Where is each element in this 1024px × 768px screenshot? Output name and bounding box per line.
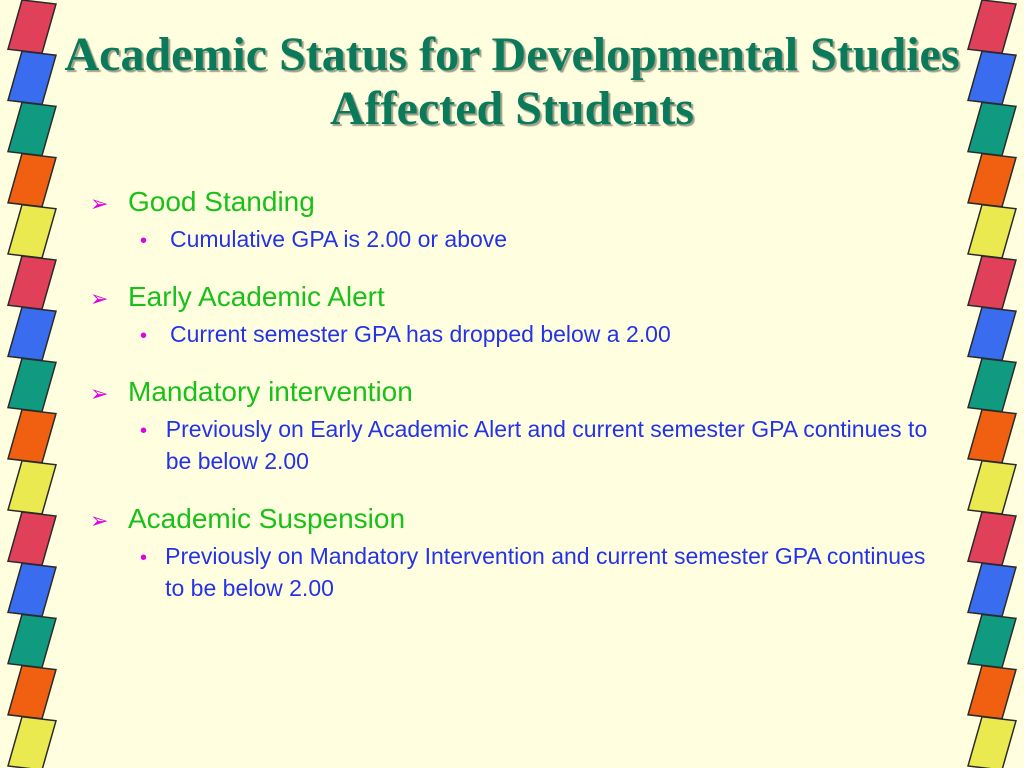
border-segment	[8, 102, 56, 155]
status-early-academic-alert	[88, 278, 948, 350]
border-segment	[8, 358, 56, 411]
status-heading: Academic Suspension	[128, 503, 406, 534]
status-detail: Previously on Mandatory Intervention and current semester GPA continues to be below 2.00	[165, 543, 926, 601]
border-segment	[968, 154, 1016, 207]
border-segment	[968, 614, 1016, 667]
border-segment	[968, 358, 1016, 411]
status-heading: Early Academic Alert	[128, 281, 385, 312]
border-segment	[968, 563, 1016, 616]
bullet-list	[88, 183, 948, 627]
border-segment	[8, 51, 56, 104]
border-segment	[8, 154, 56, 207]
border-segment	[8, 256, 56, 309]
status-good-standing	[88, 183, 948, 255]
border-segment	[8, 512, 56, 565]
border-segment	[8, 410, 56, 463]
status-detail: Cumulative GPA is 2.00 or above	[170, 226, 508, 252]
dot-bullet-icon: •	[140, 547, 148, 569]
border-segment	[968, 0, 1016, 53]
border-segment	[968, 205, 1016, 258]
status-mandatory-intervention	[88, 373, 948, 477]
right-decorative-border	[960, 0, 1024, 768]
border-segment	[8, 717, 56, 768]
dot-bullet-icon: •	[140, 325, 148, 347]
dot-bullet-icon: •	[140, 420, 148, 442]
status-heading: Mandatory intervention	[128, 376, 413, 407]
border-segment	[968, 461, 1016, 514]
arrow-bullet-icon: ➢	[90, 286, 109, 311]
arrow-bullet-icon: ➢	[90, 191, 109, 216]
dot-bullet-icon: •	[140, 230, 148, 252]
border-segment	[968, 717, 1016, 768]
status-heading: Good Standing	[128, 186, 315, 217]
left-decorative-border	[0, 0, 64, 768]
border-segment	[968, 410, 1016, 463]
border-segment	[8, 0, 56, 53]
slide-title: Academic Status for Developmental Studies Affected Students	[64, 28, 960, 135]
border-segment	[8, 614, 56, 667]
border-segment	[8, 563, 56, 616]
border-segment	[8, 461, 56, 514]
border-segment	[968, 256, 1016, 309]
status-academic-suspension	[88, 500, 948, 604]
arrow-bullet-icon: ➢	[90, 508, 109, 533]
border-segment	[8, 666, 56, 719]
border-segment	[8, 307, 56, 360]
arrow-bullet-icon: ➢	[90, 381, 109, 406]
border-segment	[968, 512, 1016, 565]
border-segment	[8, 205, 56, 258]
border-segment	[968, 307, 1016, 360]
border-segment	[968, 51, 1016, 104]
border-segment	[968, 666, 1016, 719]
status-detail: Previously on Early Academic Alert and current semester GPA continues to be below 2.00	[165, 416, 928, 474]
border-segment	[968, 102, 1016, 155]
status-detail: Current semester GPA has dropped below a 2.00	[170, 321, 671, 347]
